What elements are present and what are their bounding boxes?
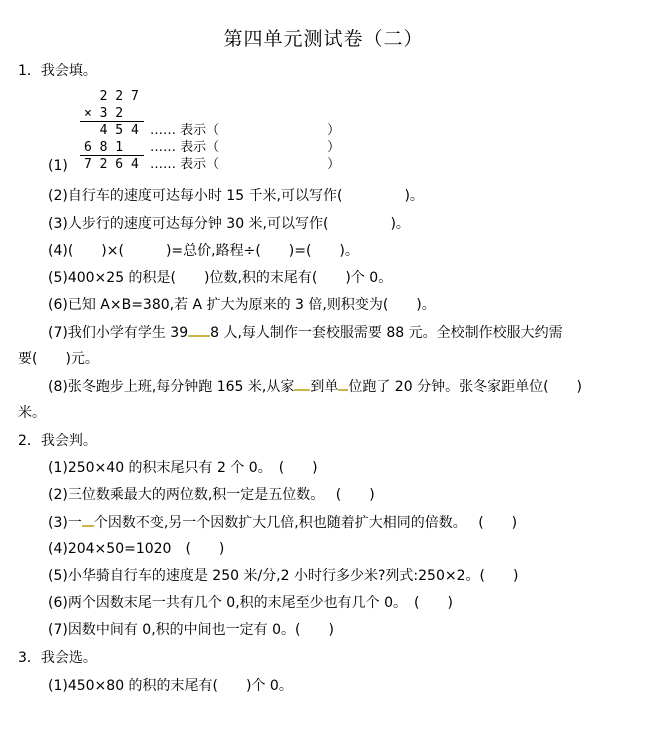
dots: …… xyxy=(150,123,176,138)
dots: …… xyxy=(150,157,176,172)
mult-row-2: × 3 2 xyxy=(84,106,124,121)
represent-close: ） xyxy=(327,157,341,172)
q-text-end: )。 xyxy=(390,216,410,232)
mult-row-3: 4 5 4 xyxy=(84,123,139,138)
represent-line-1 xyxy=(150,122,340,139)
question-1-8-cont: 米。 xyxy=(18,405,46,421)
q-text: (8)张冬跑步上班,每分钟跑 165 米,从家 xyxy=(48,379,295,395)
question-1-4: (4)( )×( )=总价,路程÷( )=( )。 xyxy=(48,243,359,259)
mult-row-5: 7 2 6 4 xyxy=(84,157,139,172)
section-1-heading: 1．我会填。 xyxy=(18,63,97,79)
question-2-5: (5)小华骑自行车的速度是 250 米/分,2 小时行多少米?列式:250×2。( ) xyxy=(48,568,519,584)
represent-label: 表示（ xyxy=(180,123,220,138)
q-text: (7)我们小学有学生 39 xyxy=(48,325,189,341)
q-text-cont: 8 人,每人制作一套校服需要 88 元。全校制作校服大约需 xyxy=(210,325,563,341)
question-2-3 xyxy=(48,513,517,532)
represent-label: 表示（ xyxy=(180,157,220,172)
represent-close: ） xyxy=(327,123,341,138)
q-text: (3)一 xyxy=(48,515,82,531)
highlight-mark xyxy=(82,513,94,527)
q-text-end: )。 xyxy=(404,188,424,204)
question-1-label: (1) xyxy=(48,158,68,174)
page-title: 第四单元测试卷（二） xyxy=(223,28,424,50)
question-2-7: (7)因数中间有 0,积的中间也一定有 0。( ) xyxy=(48,622,334,638)
q-text-cont: 位跑了 20 分钟。张冬家距单位( ) xyxy=(348,379,582,395)
highlight-mark xyxy=(294,377,310,391)
question-2-1: (1)250×40 的积末尾只有 2 个 0。 ( ) xyxy=(48,460,318,476)
q-text: (2)自行车的速度可达每小时 15 千米,可以写作( xyxy=(48,188,343,204)
question-1-3 xyxy=(48,215,410,233)
represent-line-3 xyxy=(150,156,340,173)
highlight-mark xyxy=(338,377,348,391)
section-2-heading: 2．我会判。 xyxy=(18,433,97,449)
question-1-6: (6)已知 A×B=380,若 A 扩大为原来的 3 倍,则积变为( )。 xyxy=(48,297,436,313)
question-2-4: (4)204×50=1020 ( ) xyxy=(48,541,225,557)
q-text: (3)人步行的速度可达每分钟 30 米,可以写作( xyxy=(48,216,329,232)
question-3-1: (1)450×80 的积的末尾有( )个 0。 xyxy=(48,678,293,694)
question-1-7-cont: 要( )元。 xyxy=(18,351,99,367)
represent-label: 表示（ xyxy=(180,140,220,155)
question-2-2: (2)三位数乘最大的两位数,积一定是五位数。 ( ) xyxy=(48,487,375,503)
represent-close: ） xyxy=(327,140,341,155)
question-2-6: (6)两个因数末尾一共有几个 0,积的末尾至少也有几个 0。 ( ) xyxy=(48,595,453,611)
question-1-5: (5)400×25 的积是( )位数,积的末尾有( )个 0。 xyxy=(48,270,393,286)
highlight-mark xyxy=(188,323,210,337)
question-1-8 xyxy=(48,377,582,396)
dots: …… xyxy=(150,140,176,155)
mult-row-4: 6 8 1 xyxy=(84,140,124,155)
mult-row-1: 2 2 7 xyxy=(84,89,139,104)
q-text-cont: 到单 xyxy=(310,379,339,395)
question-1-2 xyxy=(48,187,424,205)
mult-rule-top xyxy=(80,121,144,122)
section-3-heading: 3．我会选。 xyxy=(18,650,97,666)
represent-line-2 xyxy=(150,139,340,156)
multiplication-vertical xyxy=(78,88,139,173)
mult-rule-bottom xyxy=(80,155,144,156)
q-text-cont: 个因数不变,另一个因数扩大几倍,积也随着扩大相同的倍数。 ( ) xyxy=(93,515,518,531)
question-1-7 xyxy=(48,323,563,342)
